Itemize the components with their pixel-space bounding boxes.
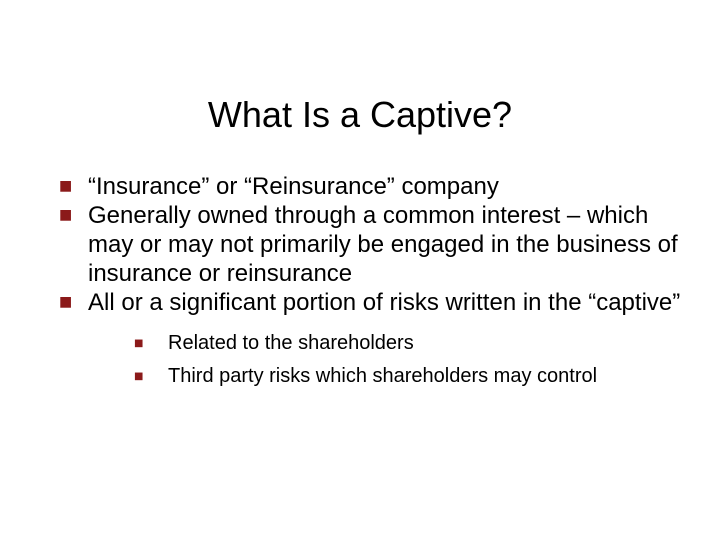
square-bullet-icon: ■ [59, 178, 73, 194]
sub-bullet-text: Third party risks which shareholders may control [168, 365, 598, 387]
bullet-item [40, 172, 700, 201]
bullet-item [40, 288, 700, 393]
bullet-text: “Insurance” or “Reinsurance” company [88, 173, 499, 200]
bullet-item [40, 201, 700, 288]
square-bullet-icon: ■ [134, 371, 144, 382]
square-bullet-icon: ■ [59, 294, 73, 310]
bullet-text: All or a significant portion of risks written in the “captive” [88, 289, 681, 316]
sub-bullet-item [88, 327, 700, 360]
bullet-text: Generally owned through a common interest – which may or may not primarily be engaged in the business of insurance or reinsurance [88, 202, 678, 287]
sub-bullet-item [88, 360, 700, 393]
sub-bullet-list [88, 327, 700, 393]
slide-title: What Is a Captive? [207, 94, 513, 135]
square-bullet-icon: ■ [134, 338, 144, 349]
sub-bullet-text: Related to the shareholders [168, 332, 414, 354]
bullet-list [40, 172, 700, 393]
square-bullet-icon: ■ [59, 207, 73, 223]
